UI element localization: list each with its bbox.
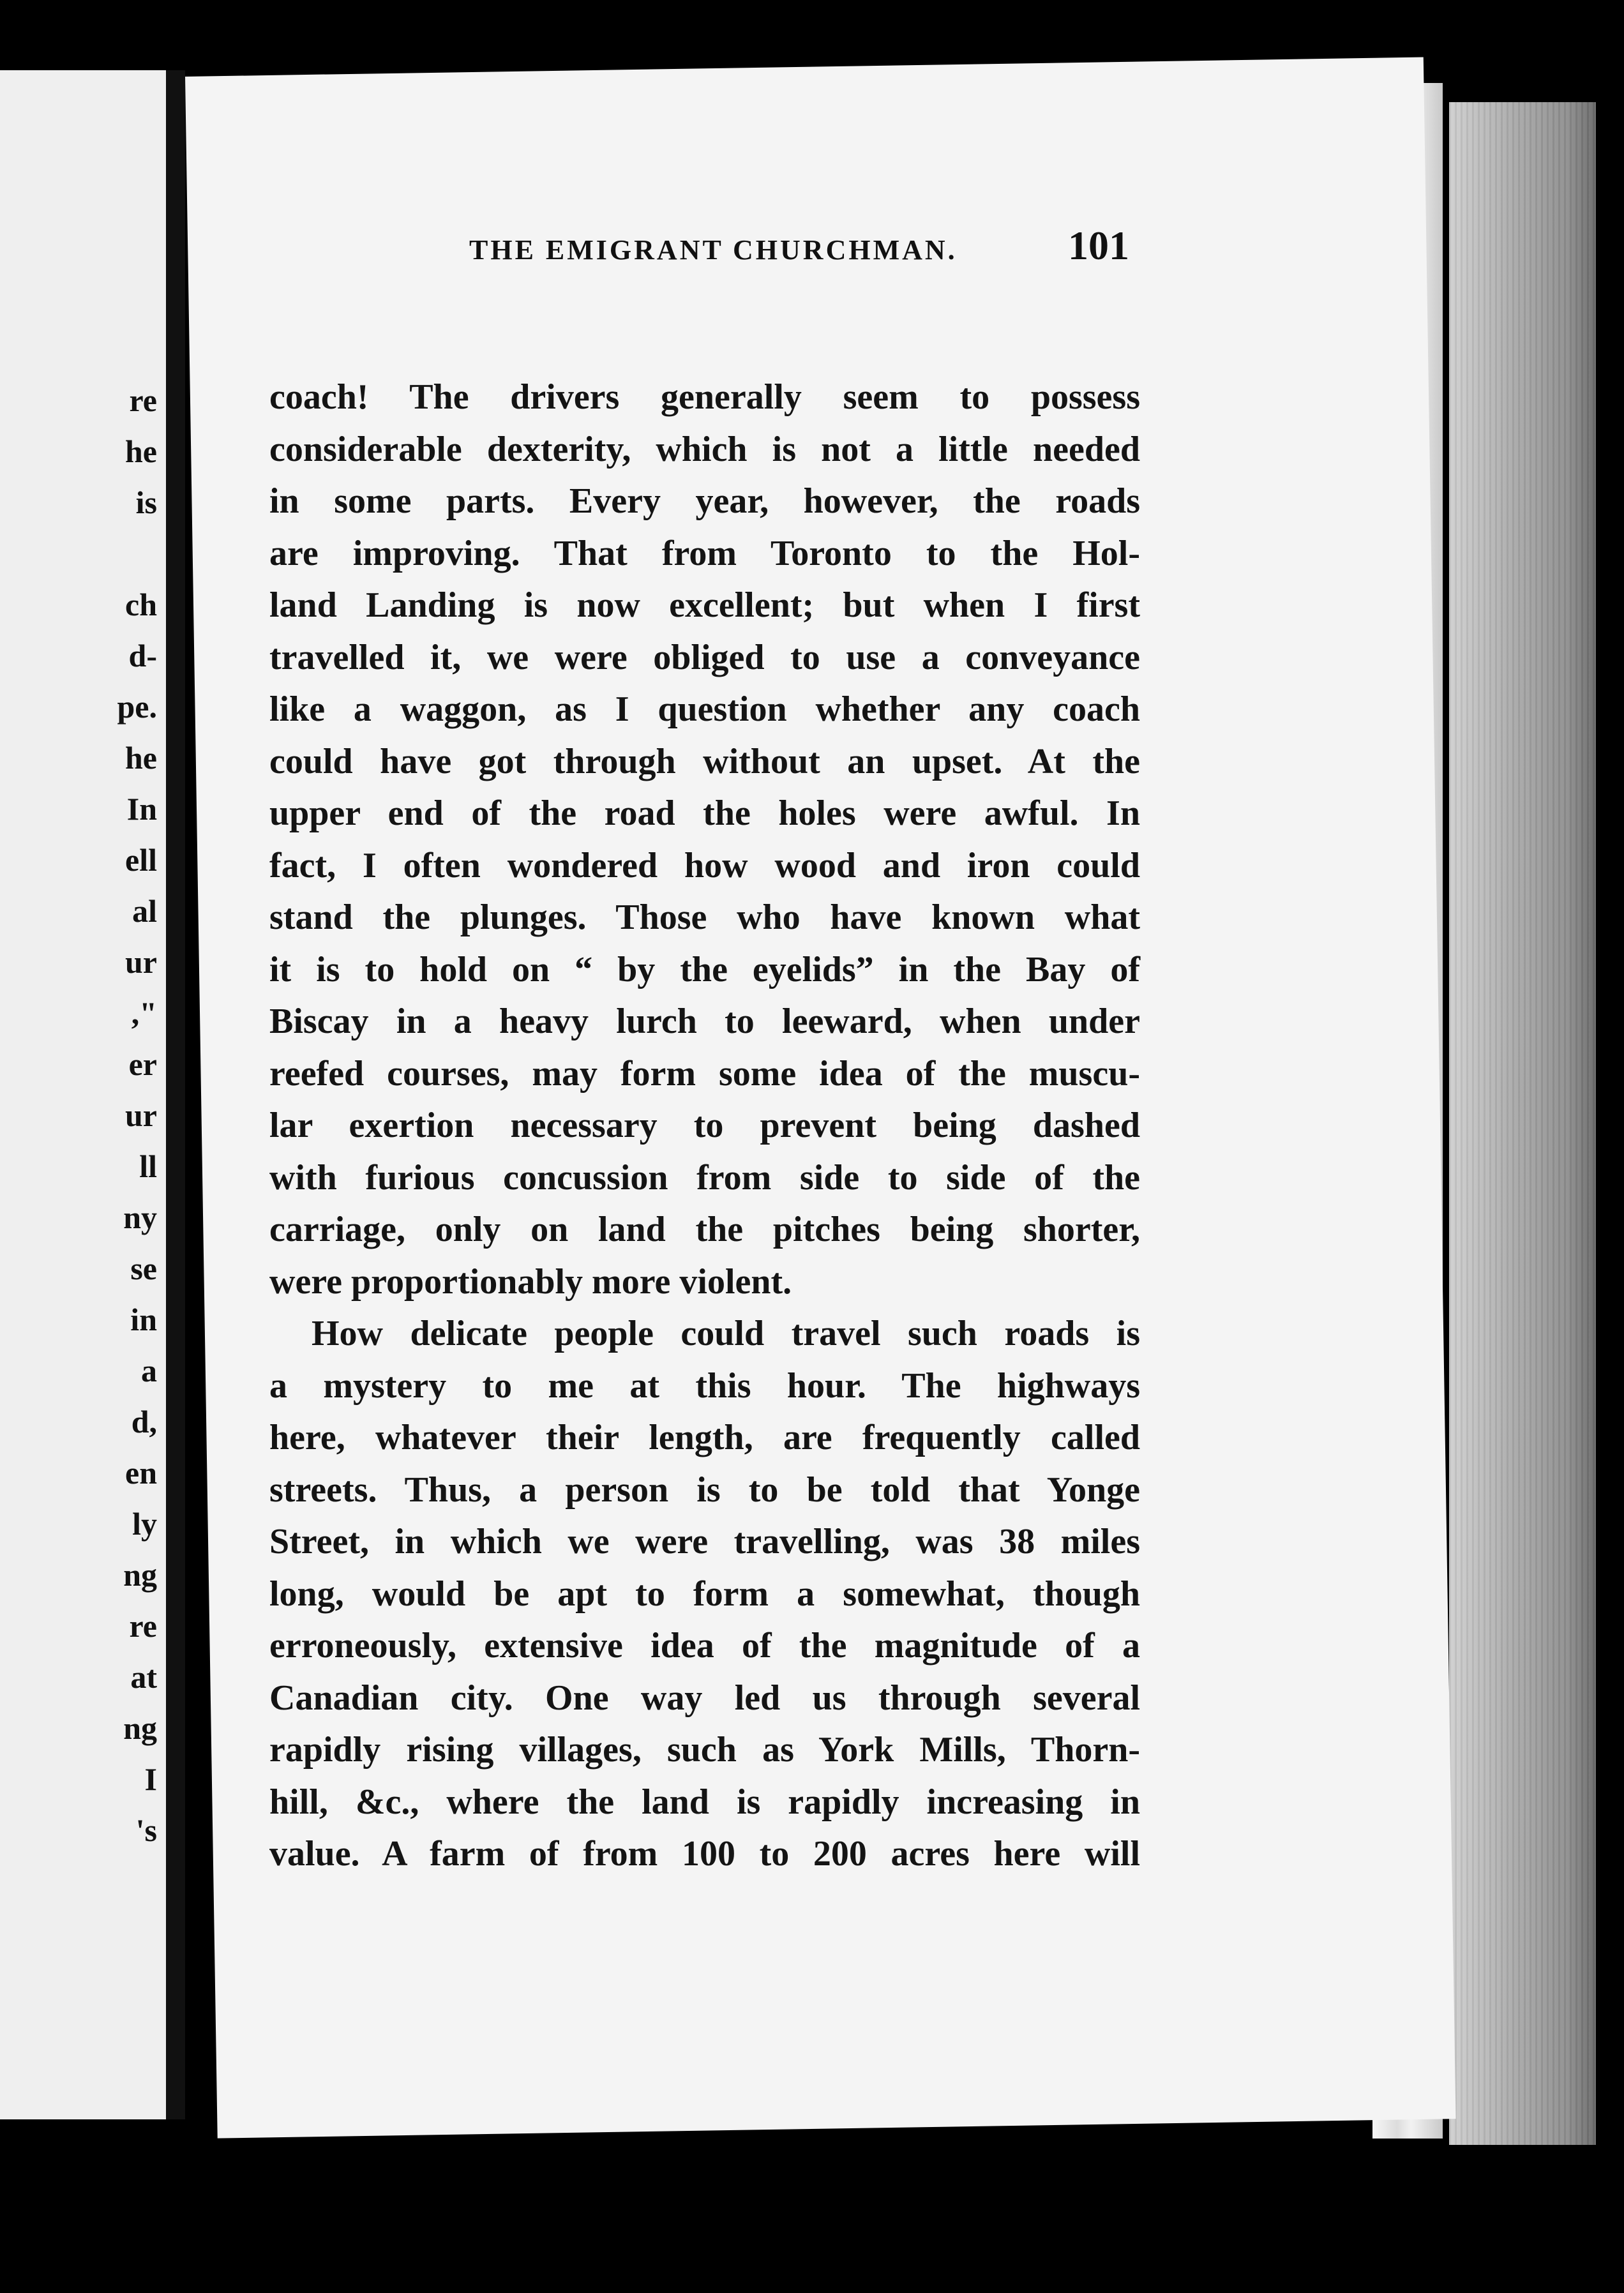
left-page-fragment: er — [128, 1046, 157, 1082]
left-page-fragment: In — [126, 791, 157, 827]
text-line: considerable dexterity, which is not a little needed — [269, 429, 1140, 469]
left-page-fragment: ell — [125, 842, 157, 878]
text-line: are improving. That from Toronto to the Hol- — [269, 533, 1140, 573]
text-line: like a waggon, as I question whether any coach — [269, 689, 1140, 729]
body-text — [269, 372, 1140, 1881]
left-page-fragment: is — [135, 485, 157, 520]
text-line: Street, in which we were travelling, was 38 miles — [269, 1522, 1140, 1561]
left-page-fragment: ur — [125, 944, 157, 980]
book-gutter — [166, 70, 185, 2119]
book-page-block — [1449, 102, 1596, 2145]
left-page-fragment: at — [130, 1659, 157, 1695]
left-page-fragment: he — [125, 433, 157, 469]
text-line: upper end of the road the holes were awful. In — [269, 793, 1140, 833]
left-page-fragment: ," — [131, 995, 157, 1031]
left-page-fragment: a — [141, 1353, 157, 1388]
text-line: lar exertion necessary to prevent being dashed — [269, 1106, 1140, 1145]
text-line: fact, I often wondered how wood and iron could — [269, 845, 1140, 885]
text-line: hill, &c., where the land is rapidly increasing in — [269, 1782, 1140, 1822]
text-line: Biscay in a heavy lurch to leeward, when under — [269, 1002, 1140, 1041]
left-page-fragment: al — [132, 893, 157, 929]
left-page — [0, 70, 166, 2119]
left-page-fragment: ng — [123, 1710, 157, 1746]
text-line: Canadian city. One way led us through several — [269, 1678, 1140, 1718]
text-line: streets. Thus, a person is to be told that Yonge — [269, 1470, 1140, 1510]
text-line: stand the plunges. Those who have known what — [269, 898, 1140, 937]
page-header — [278, 217, 1141, 274]
page-number: 101 — [1068, 223, 1129, 268]
left-page-fragment: ng — [123, 1557, 157, 1593]
text-line: in some parts. Every year, however, the roads — [269, 481, 1140, 521]
running-title: THE EMIGRANT CHURCHMAN. — [469, 234, 958, 266]
text-line: value. A farm of from 100 to 200 acres here will — [269, 1834, 1140, 1874]
text-line: a mystery to me at this hour. The highways — [269, 1365, 1140, 1406]
left-page-fragment: ur — [125, 1097, 157, 1133]
text-line: were proportionably more violent. — [269, 1261, 792, 1302]
text-line: erroneously, extensive idea of the magnitude of a — [269, 1626, 1140, 1665]
text-line: it is to hold on “ by the eyelids” in the Bay of — [269, 949, 1140, 989]
text-line: How delicate people could travel such roads is — [312, 1314, 1140, 1353]
text-line: could have got through without an upset. At the — [269, 741, 1140, 781]
left-page-fragment: pe. — [117, 689, 157, 725]
left-page-fragment: ly — [132, 1506, 157, 1542]
left-page-fragment: re — [129, 382, 157, 418]
left-page-fragment: d- — [128, 638, 157, 673]
left-page-fragment: he — [125, 740, 157, 776]
left-page-fragment: 's — [135, 1812, 157, 1848]
text-line: reefed courses, may form some idea of the muscu- — [269, 1053, 1140, 1094]
left-page-fragment: re — [129, 1608, 157, 1644]
left-page-fragment: se — [130, 1251, 157, 1286]
left-page-fragment: ll — [139, 1148, 157, 1184]
text-line: land Landing is now excellent; but when I first — [269, 585, 1140, 625]
text-line: with furious concussion from side to side of the — [269, 1157, 1140, 1198]
left-page-fragment: en — [125, 1455, 157, 1491]
left-page-fragment: I — [144, 1761, 157, 1797]
text-line: travelled it, we were obliged to use a conveyance — [269, 637, 1140, 677]
text-line: here, whatever their length, are frequently called — [269, 1418, 1140, 1457]
left-page-fragment: in — [130, 1302, 157, 1337]
left-page-fragment: d, — [131, 1404, 157, 1440]
text-line: rapidly rising villages, such as York Mills, Thorn- — [269, 1730, 1140, 1770]
left-page-fragment: ny — [123, 1199, 157, 1235]
left-page-fragment: ch — [125, 587, 157, 622]
text-line: coach! The drivers generally seem to possess — [269, 377, 1140, 417]
text-line: long, would be apt to form a somewhat, though — [269, 1574, 1140, 1614]
text-line: carriage, only on land the pitches being shorter, — [269, 1210, 1140, 1249]
